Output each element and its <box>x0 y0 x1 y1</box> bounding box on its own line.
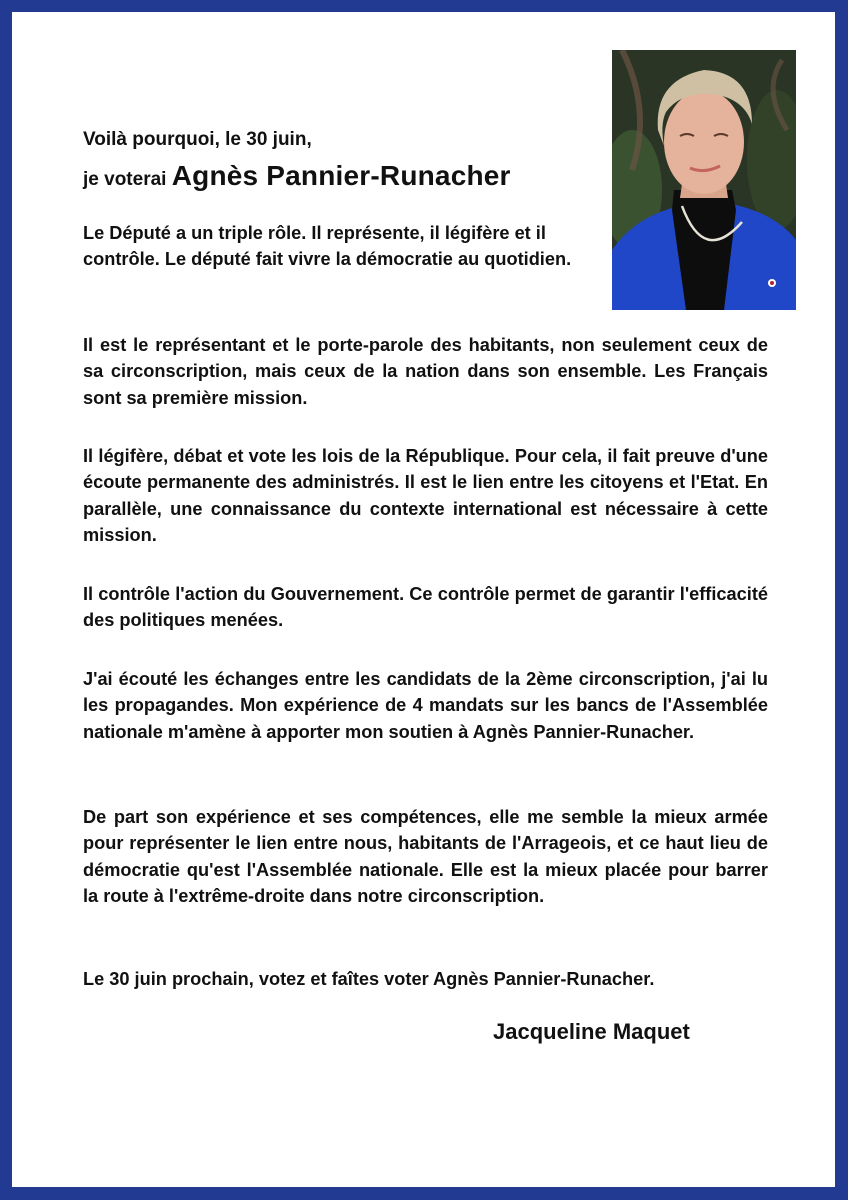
candidate-name: Agnès Pannier-Runacher <box>171 160 511 191</box>
signature: Jacqueline Maquet <box>493 1019 690 1044</box>
paragraph-endorsement: De part son expérience et ses compétences, elle me semble la mieux armée pour représenter le lien entre nous, habitants de l'Arrageois, et ce haut lieu de démocratie qu'est l'Assemblée nationale. Elle est la mieux placée pour barrer la route à l'extrême-droite dans notre circonscription. <box>83 807 768 907</box>
paragraph-role: Le Député a un triple rôle. Il représente, il légifère et il contrôle. Le député fait vivre la démocratie au quotidien. <box>83 223 572 270</box>
paragraph-control: Il contrôle l'action du Gouvernement. Ce contrôle permet de garantir l'efficacité des politiques menées. <box>83 584 768 631</box>
paragraph-legislate: Il légifère, débat et vote les lois de la République. Pour cela, il fait preuve d'une écoute permanente des administrés. Il est le lien entre les citoyens et l'Etat. En parallèle, une connaissance du contexte international est nécessaire à cette mission. <box>83 446 768 546</box>
headline-line-1: Voilà pourquoi, le 30 juin, <box>83 129 312 150</box>
headline <box>83 130 511 190</box>
paragraph-call-to-vote: Le 30 juin prochain, votez et faîtes voter Agnès Pannier-Runacher. <box>83 969 655 989</box>
portrait-photo <box>612 50 796 310</box>
headline-prefix: je voterai <box>83 169 172 190</box>
paragraph-experience: J'ai écouté les échanges entre les candidats de la 2ème circonscription, j'ai lu les propagandes. Mon expérience de 4 mandats sur les bancs de l'Assemblée nationale m'amène à apporter mon soutien à Agnès Pannier-Runacher. <box>83 669 768 742</box>
paragraph-representative: Il est le représentant et le porte-parole des habitants, non seulement ceux de sa circonscription, mais ceux de la nation dans son ensemble. Les Français sont sa première mission. <box>83 335 768 408</box>
letter-page <box>12 12 835 1187</box>
headline-line-2 <box>83 162 511 190</box>
